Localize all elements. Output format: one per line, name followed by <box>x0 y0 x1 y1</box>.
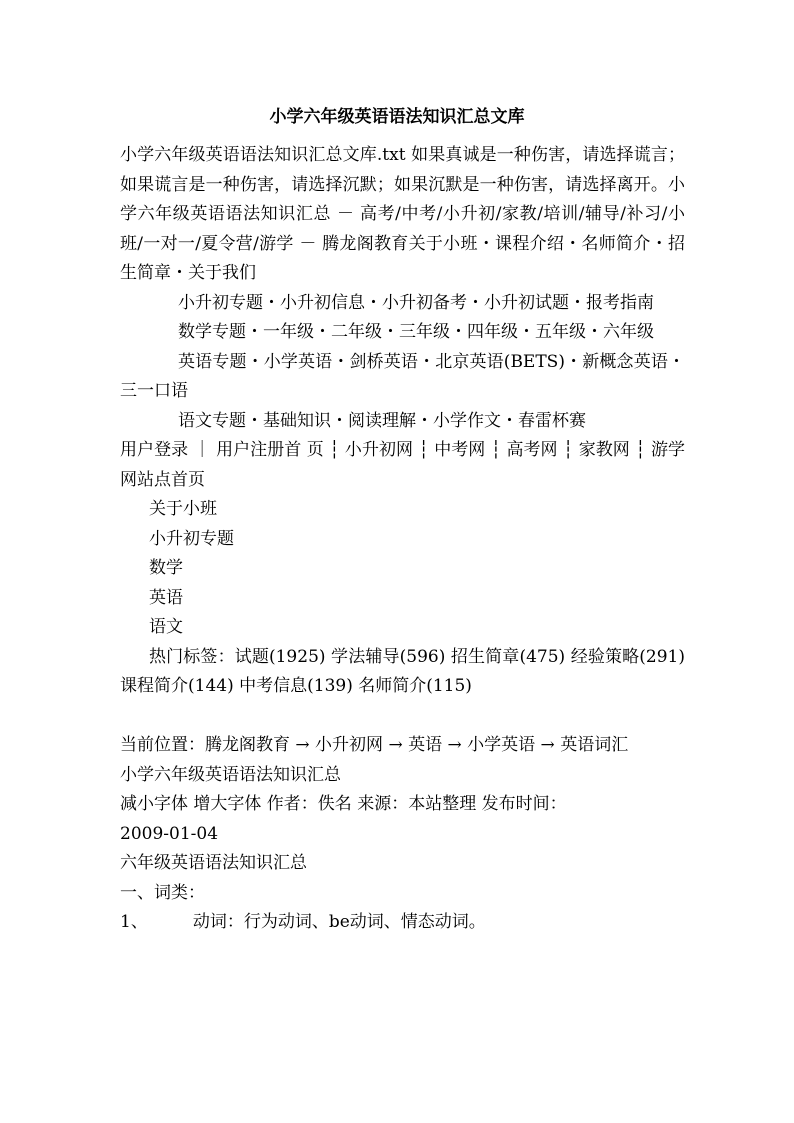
section-heading: 一、词类： <box>120 882 205 903</box>
topic-english[interactable]: 英语专题・小学英语・剑桥英语・北京英语(BETS)・新概念英语・三一口语 <box>120 351 685 401</box>
intro-paragraph: 小学六年级英语语法知识汇总文库.txt 如果真诚是一种伤害，请选择谎言；如果谎言是一种伤害，请选择沉默；如果沉默是一种伤害，请选择离开。小学六年级英语语法知识汇总 － 高考/中考/小升初/家教/培训/辅导/补习/小班/一对一/夏令营/游学 － 腾龙阁教育关于小班・课程介绍・名师简介・招生简章・关于我们 <box>120 145 685 283</box>
item-number: 1、 <box>120 912 148 932</box>
site-nav-line[interactable]: 用户登录 ｜ 用户注册首 页 ┆ 小升初网 ┆ 中考网 ┆ 高考网 ┆ 家教网 ┆ 游学网站点首页 <box>120 440 685 490</box>
document-body <box>120 141 685 938</box>
menu-item-about[interactable]: 关于小班 <box>149 499 217 519</box>
hot-tags[interactable]: 热门标签：试题(1925) 学法辅导(596) 招生简章(475) 经验策略(291) 课程简介(144) 中考信息(139) 名师简介(115) <box>120 646 685 696</box>
article-date: 2009-01-04 <box>120 823 219 844</box>
article-subtitle: 六年级英语语法知识汇总 <box>120 853 307 873</box>
item-text: 动词：行为动词、be动词、情态动词。 <box>192 912 486 932</box>
spacer <box>120 702 685 732</box>
topic-math[interactable]: 数学专题・一年级・二年级・三年级・四年级・五年级・六年级 <box>178 322 654 342</box>
topic-xiaoshengchu[interactable]: 小升初专题・小升初信息・小升初备考・小升初试题・报考指南 <box>178 292 654 313</box>
article-meta: 减小字体 增大字体 作者：佚名 来源：本站整理 发布时间： <box>120 794 567 814</box>
article-title: 小学六年级英语语法知识汇总 <box>120 764 341 785</box>
menu-item-english[interactable]: 英语 <box>149 587 183 608</box>
breadcrumb[interactable]: 当前位置：腾龙阁教育 → 小升初网 → 英语 → 小学英语 → 英语词汇 <box>120 735 629 755</box>
list-item <box>120 908 685 938</box>
menu-item-xiaoshengchu[interactable]: 小升初专题 <box>149 528 234 549</box>
topic-chinese[interactable]: 语文专题・基础知识・阅读理解・小学作文・春雷杯赛 <box>178 410 586 431</box>
menu-item-chinese[interactable]: 语文 <box>149 617 183 637</box>
document-title: 小学六年级英语语法知识汇总文库 <box>269 107 525 127</box>
menu-item-math[interactable]: 数学 <box>149 558 183 578</box>
